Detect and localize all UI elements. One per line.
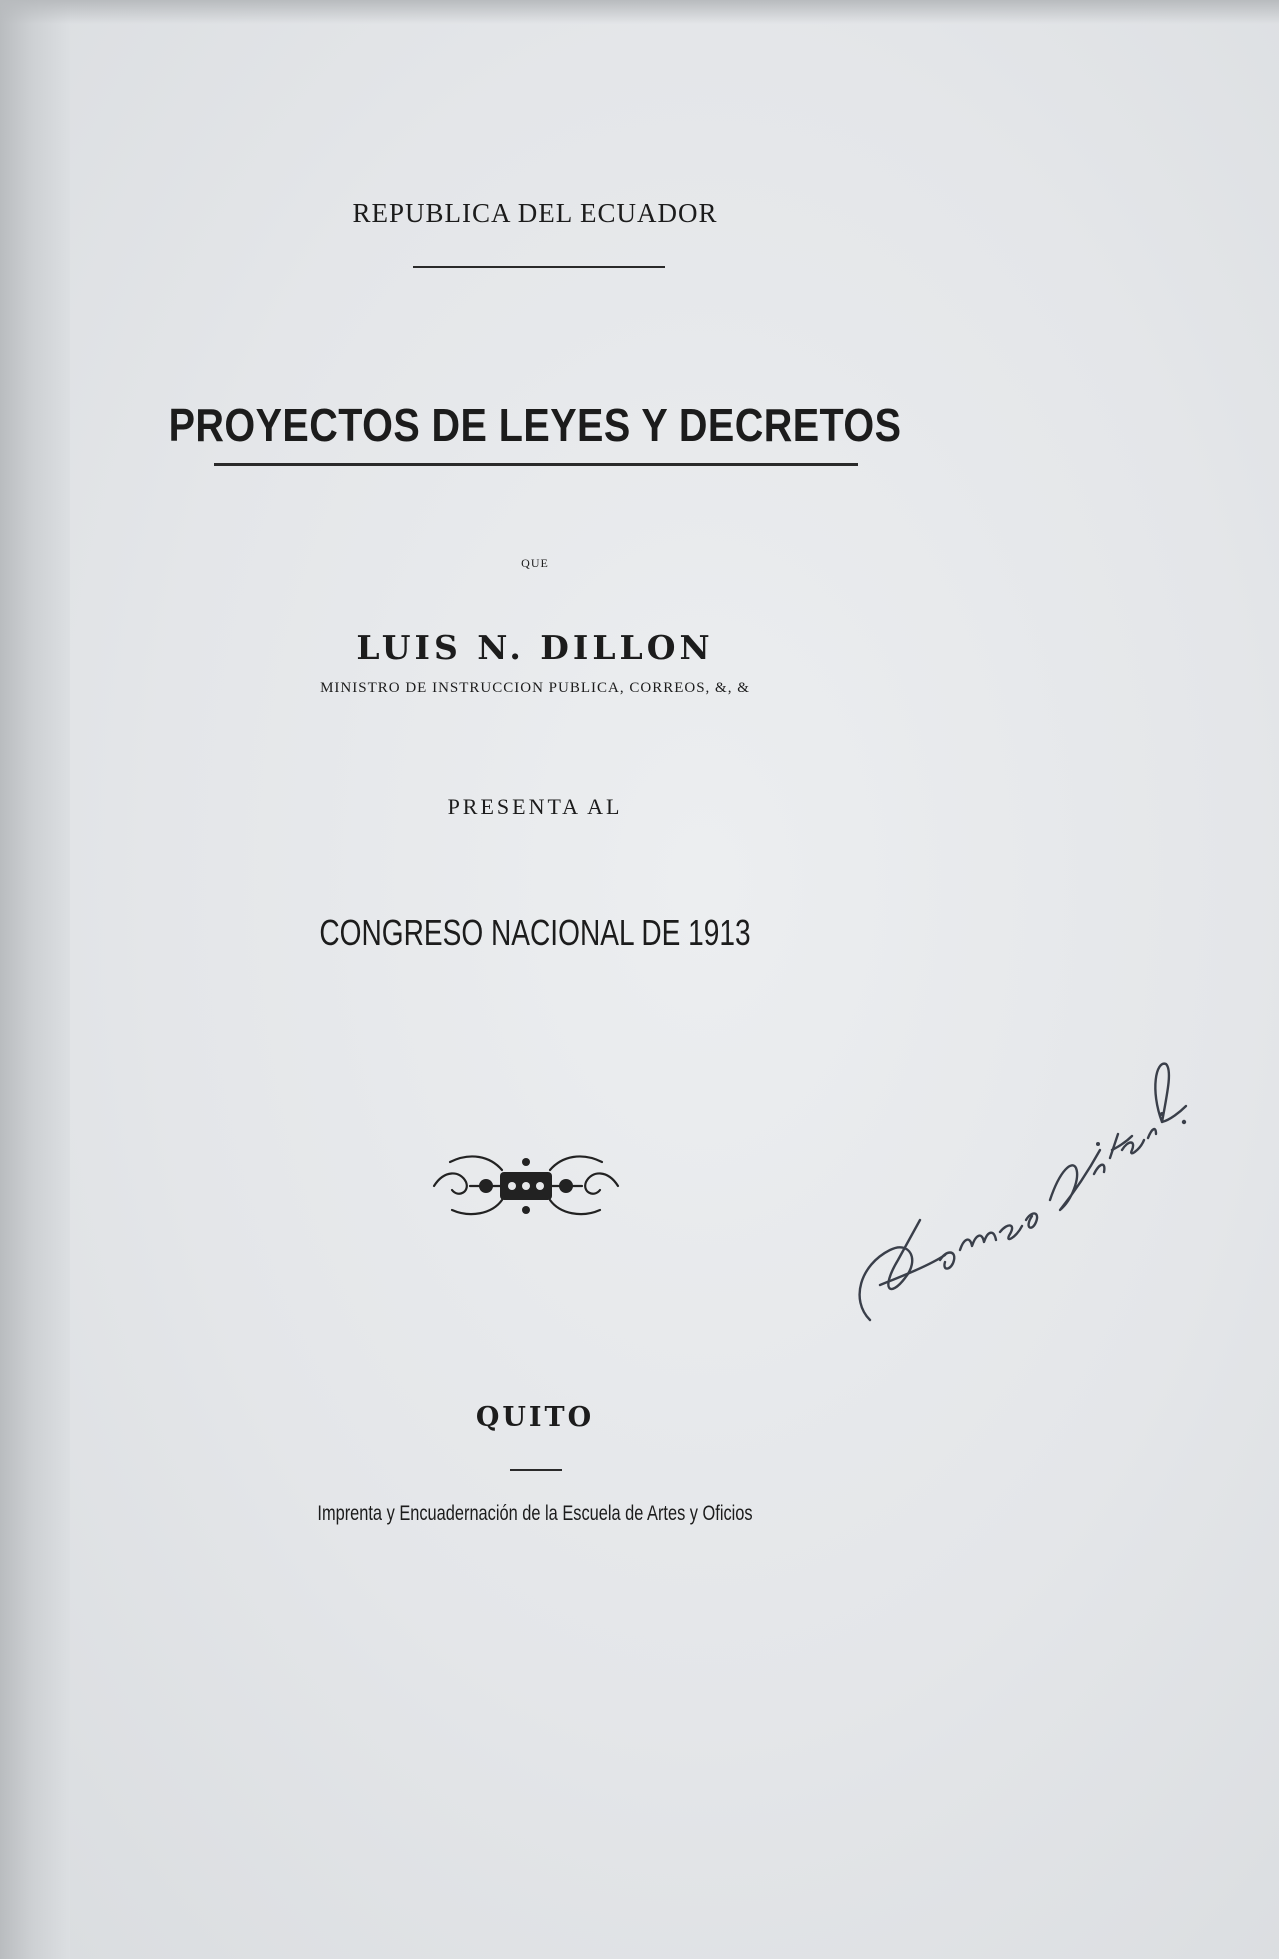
header-divider — [413, 266, 665, 268]
imprint-printer: Imprenta y Encuadernación de la Escuela de Artes y Oficios — [317, 1502, 753, 1525]
country-heading: REPUBLICA DEL ECUADOR — [352, 198, 718, 228]
handwritten-signature — [850, 1050, 1190, 1340]
author-position: MINISTRO DE INSTRUCCION PUBLICA, CORREOS, &, & — [320, 680, 750, 696]
title-underline — [214, 463, 858, 466]
imprint-city: QUITO — [475, 1402, 595, 1433]
book-spine-edge — [0, 0, 70, 1959]
printer-ornament-icon — [430, 1148, 622, 1220]
imprint-divider — [510, 1469, 562, 1471]
presenta-line: PRESENTA AL — [447, 794, 623, 819]
congress-line: CONGRESO NACIONAL DE 1913 — [319, 912, 751, 953]
document-title: PROYECTOS DE LEYES Y DECRETOS — [168, 399, 902, 451]
author-name: LUIS N. DILLON — [356, 628, 714, 667]
connector-word: QUE — [521, 556, 549, 570]
page-top-shadow — [0, 0, 1279, 24]
